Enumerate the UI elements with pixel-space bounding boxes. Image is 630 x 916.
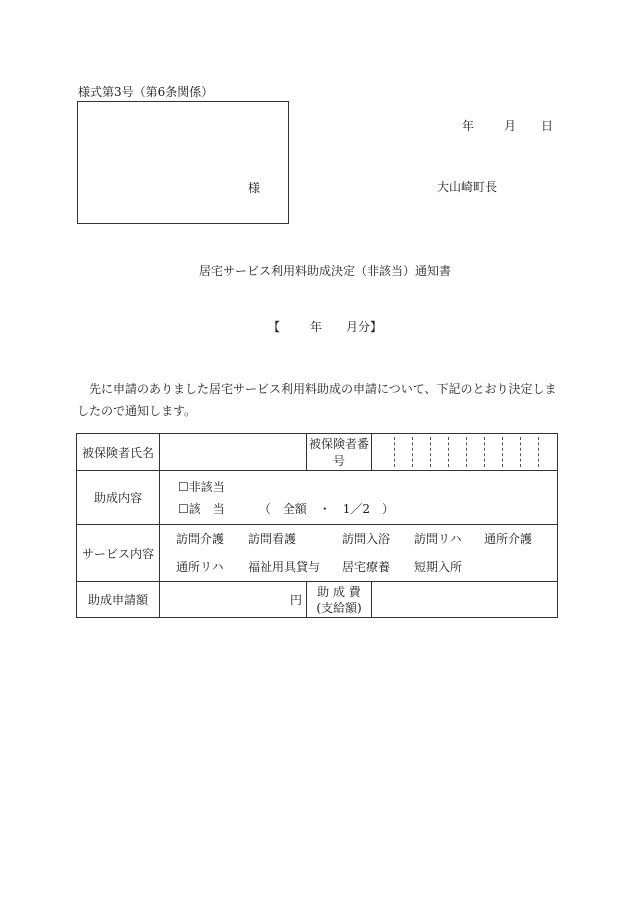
subsidy-content-label: 助成内容 <box>77 471 160 525</box>
application-amount-field[interactable] <box>160 582 307 618</box>
service-item[interactable]: 訪問入浴 <box>342 532 391 546</box>
digit-separator <box>412 437 413 467</box>
service-item[interactable]: 福祉用具貸与 <box>248 560 321 574</box>
option-not-applicable[interactable]: ☐非該当 <box>178 479 225 494</box>
service-content-list <box>160 525 558 582</box>
document-title: 居宅サービス利用料助成決定（非該当）通知書 <box>199 264 452 278</box>
service-content-label: サービス内容 <box>77 525 160 582</box>
recipient-address-box <box>77 101 289 224</box>
option-applicable[interactable] <box>178 498 557 520</box>
service-item[interactable]: 訪問リハ <box>414 532 462 546</box>
subsidy-cost-field[interactable] <box>372 582 558 618</box>
digit-separator <box>466 437 467 467</box>
form-number: 様式第3号（第6条関係） <box>78 85 214 99</box>
date-year: 年 <box>462 119 475 133</box>
date-month: 月 <box>504 119 517 133</box>
option-applicable-label: ☐該 当 <box>178 501 225 516</box>
insured-number-field[interactable] <box>372 434 558 471</box>
digit-separator <box>448 437 449 467</box>
digit-separator <box>484 437 485 467</box>
service-item[interactable]: 通所リハ <box>176 560 224 574</box>
recipient-honorific: 様 <box>247 181 260 195</box>
service-item[interactable]: 訪問看護 <box>248 532 297 546</box>
period-year: 年 <box>310 320 323 334</box>
period-month: 月分】 <box>346 320 383 334</box>
decision-table <box>76 433 558 618</box>
subsidy-cost-label-line2: (支給額) <box>316 600 362 615</box>
subsidy-cost-label <box>307 582 372 618</box>
notice-body-text: 先に申請のありました居宅サービス利用料助成の申請について、下記のとおり決定しましたので通知します。 <box>77 382 557 418</box>
digit-separator <box>520 437 521 467</box>
digit-separator <box>538 437 539 467</box>
service-item[interactable]: 短期入所 <box>414 560 463 574</box>
insured-name-field[interactable] <box>160 434 307 471</box>
digit-separator <box>430 437 431 467</box>
period-line <box>268 321 382 333</box>
service-item[interactable]: 訪問介護 <box>176 532 225 546</box>
applicable-detail: （ 全額 ・ 1／2 ） <box>258 501 395 516</box>
insured-number-label: 被保険者番号 <box>307 434 372 471</box>
yen-unit: 円 <box>289 593 302 607</box>
issue-date <box>462 120 553 132</box>
service-item[interactable]: 通所介護 <box>484 532 533 546</box>
subsidy-content-options <box>160 471 558 525</box>
digit-separator <box>502 437 503 467</box>
digit-separator <box>394 437 395 467</box>
period-open-bracket: 【 <box>268 320 281 334</box>
insured-name-label: 被保険者氏名 <box>77 434 160 471</box>
subsidy-cost-label-line1: 助 成 費 <box>317 584 361 599</box>
service-item[interactable]: 居宅療養 <box>342 560 391 574</box>
date-day: 日 <box>541 119 554 133</box>
issuer-name: 大山崎町長 <box>437 180 498 194</box>
application-amount-label: 助成申請額 <box>77 582 160 618</box>
